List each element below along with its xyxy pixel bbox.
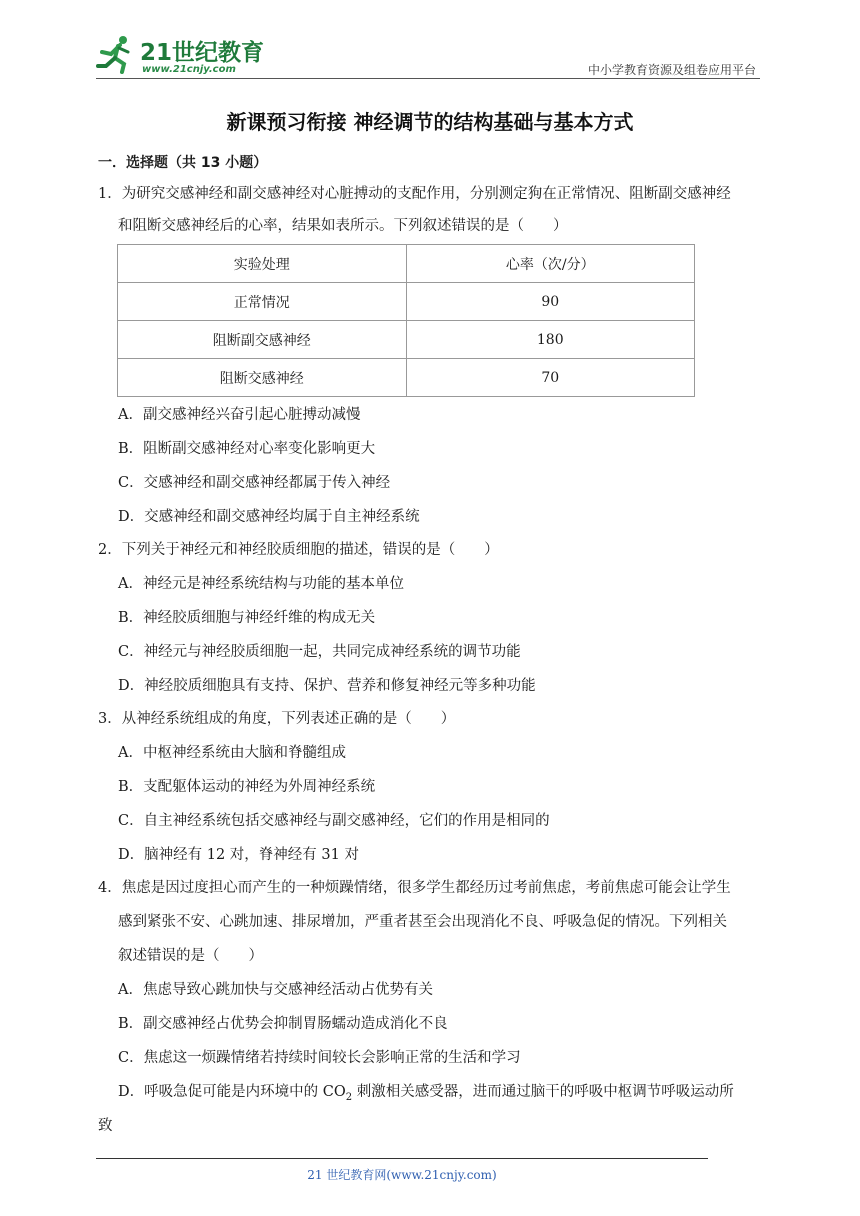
- q4-stem-line-3: 叙述错误的是（ ）: [118, 948, 263, 964]
- table-header-row: [118, 245, 695, 283]
- table-row: [118, 359, 695, 397]
- runner-logo-icon: [96, 34, 136, 74]
- q1-option-d: D．交感神经和副交感神经均属于自主神经系统: [118, 509, 420, 525]
- table-header-cell: 实验处理: [118, 245, 407, 283]
- q2-option-c: C．神经元与神经胶质细胞一起，共同完成神经系统的调节功能: [118, 644, 521, 660]
- q4-option-d-continuation: 致: [98, 1118, 113, 1134]
- table-cell: 正常情况: [118, 283, 407, 321]
- q1-stem-line-2: 和阻断交感神经后的心率，结果如表所示。下列叙述错误的是（ ）: [118, 218, 568, 234]
- table-cell: 阻断副交感神经: [118, 321, 407, 359]
- section-heading: 一．选择题（共 13 小题）: [98, 155, 268, 171]
- table-cell: 阻断交感神经: [118, 359, 407, 397]
- platform-name: 中小学教育资源及组卷应用平台: [587, 63, 756, 77]
- q2-option-d: D．神经胶质细胞具有支持、保护、营养和修复神经元等多种功能: [118, 678, 536, 694]
- logo-text: 21世纪教育: [140, 40, 265, 66]
- q1-option-c: C．交感神经和副交感神经都属于传入神经: [118, 475, 391, 491]
- table-row: [118, 321, 695, 359]
- table-row: [118, 283, 695, 321]
- footer-divider: [96, 1158, 708, 1159]
- q4-option-d-text-before: D．呼吸急促可能是内环境中的 CO: [118, 1084, 346, 1100]
- table-cell: 70: [406, 359, 695, 397]
- page-header: [0, 0, 860, 84]
- q3-option-c: C．自主神经系统包括交感神经与副交感神经，它们的作用是相同的: [118, 813, 550, 829]
- q4-option-a: A．焦虑导致心跳加快与交感神经活动占优势有关: [118, 982, 433, 998]
- q2-option-a: A．神经元是神经系统结构与功能的基本单位: [118, 576, 404, 592]
- co2-subscript: 2: [345, 1091, 353, 1103]
- q3-stem: 3．从神经系统组成的角度，下列表述正确的是（ ）: [98, 711, 456, 727]
- experiment-table: [117, 244, 695, 397]
- q1-stem-line-1: 1．为研究交感神经和副交感神经对心脏搏动的支配作用，分别测定狗在正常情况、阻断副交感神经: [98, 186, 731, 202]
- logo-url: www.21cnjy.com: [142, 64, 236, 75]
- q4-stem-line-1: 4．焦虑是因过度担心而产生的一种烦躁情绪，很多学生都经历过考前焦虑，考前焦虑可能会让学生: [98, 880, 731, 896]
- q4-option-c: C．焦虑这一烦躁情绪若持续时间较长会影响正常的生活和学习: [118, 1050, 521, 1066]
- table-cell: 180: [406, 321, 695, 359]
- table-header-cell: 心率（次/分）: [406, 245, 695, 283]
- q1-option-b: B．阻断副交感神经对心率变化影响更大: [118, 441, 376, 457]
- q2-option-b: B．神经胶质细胞与神经纤维的构成无关: [118, 610, 376, 626]
- footer-link[interactable]: 21 世纪教育网(www.21cnjy.com): [307, 1168, 497, 1182]
- q2-stem: 2．下列关于神经元和神经胶质细胞的描述，错误的是（ ）: [98, 542, 499, 558]
- header-divider: [96, 78, 760, 79]
- q4-option-d-text-after: 刺激相关感受器，进而通过脑干的呼吸中枢调节呼吸运动所: [352, 1084, 734, 1100]
- q4-option-b: B．副交感神经占优势会抑制胃肠蠕动造成消化不良: [118, 1016, 448, 1032]
- q4-option-d: [118, 1082, 734, 1108]
- q4-stem-line-2: 感到紧张不安、心跳加速、排尿增加，严重者甚至会出现消化不良、呼吸急促的情况。下列相关: [118, 914, 727, 930]
- q1-option-a: A．副交感神经兴奋引起心脏搏动减慢: [118, 407, 361, 423]
- page-title: 新课预习衔接 神经调节的结构基础与基本方式: [226, 110, 634, 134]
- q3-option-d: D．脑神经有 12 对，脊神经有 31 对: [118, 847, 359, 863]
- site-logo[interactable]: [96, 30, 266, 80]
- q3-option-a: A．中枢神经系统由大脑和脊髓组成: [118, 745, 346, 761]
- table-cell: 90: [406, 283, 695, 321]
- q3-option-b: B．支配躯体运动的神经为外周神经系统: [118, 779, 376, 795]
